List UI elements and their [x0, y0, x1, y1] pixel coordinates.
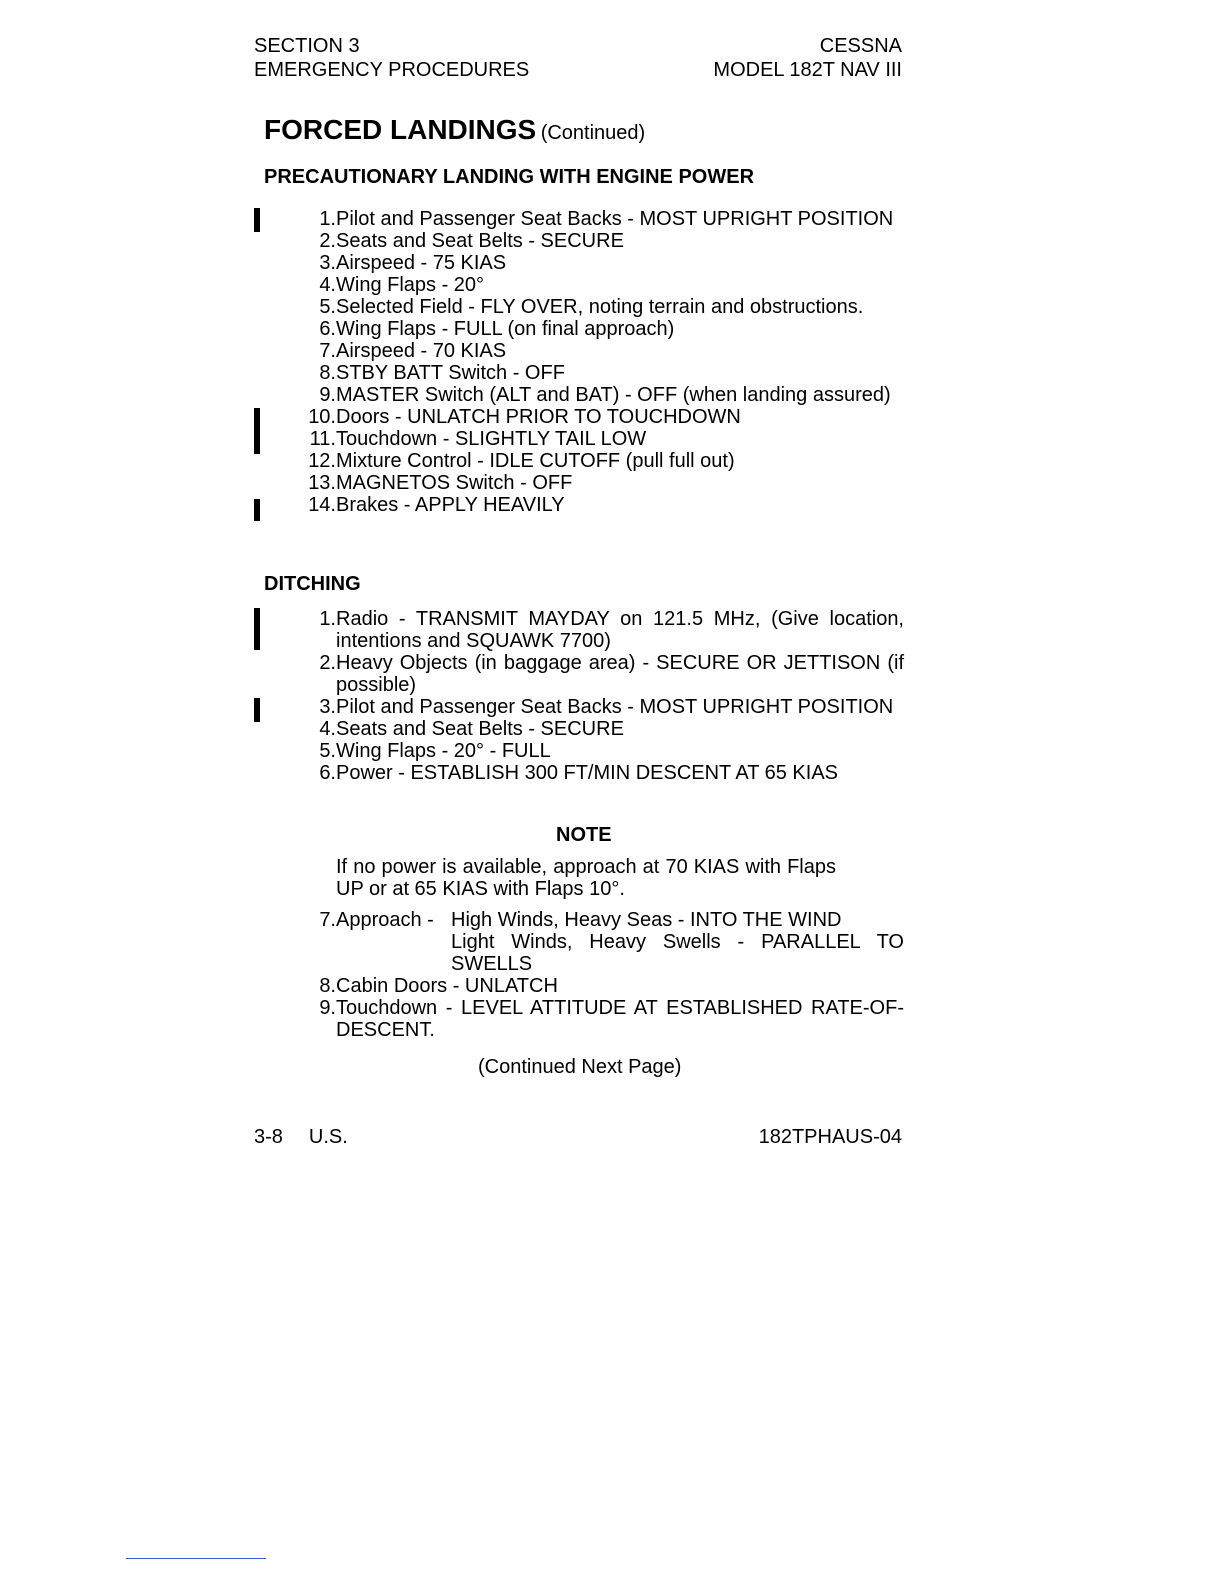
item-text: Touchdown - LEVEL ATTITUDE AT ESTABLISHED RATE-OF-DESCENT. [336, 997, 904, 1041]
section-number: SECTION 3 [254, 35, 360, 57]
list-item [280, 384, 904, 406]
item-number: 11. [309, 428, 336, 450]
item-text: Seats and Seat Belts - SECURE [336, 230, 624, 252]
list-item [280, 318, 904, 340]
list-item [280, 252, 904, 274]
list-item [280, 652, 904, 696]
list-item [280, 472, 904, 494]
list-item [280, 428, 904, 450]
continued-next-page: (Continued Next Page) [478, 1056, 682, 1078]
list-item [280, 696, 904, 718]
item-number: 2. [319, 230, 336, 252]
item-number: 4. [319, 718, 336, 740]
precautionary-list [280, 208, 904, 516]
item-text: STBY BATT Switch - OFF [336, 362, 565, 384]
item-number: 6. [319, 318, 336, 340]
list-item [280, 909, 904, 975]
change-bar [254, 608, 260, 650]
change-bar [254, 408, 260, 454]
document-id: 182TPHAUS-04 [758, 1126, 902, 1148]
approach-item [336, 909, 904, 975]
list-item [280, 718, 904, 740]
region-label: U.S. [308, 1126, 348, 1148]
item-text: Mixture Control - IDLE CUTOFF (pull full out) [336, 450, 735, 472]
list-item [280, 494, 904, 516]
item-number: 5. [319, 296, 336, 318]
item-number: 5. [319, 740, 336, 762]
list-item [280, 406, 904, 428]
item-text: Airspeed - 75 KIAS [336, 252, 507, 274]
note-text: If no power is available, approach at 70 KIAS with Flaps UP or at 65 KIAS with Flaps 10°. [336, 856, 836, 900]
item-number: 9. [319, 384, 336, 406]
item-number: 1. [319, 208, 336, 230]
ditching-heading: DITCHING [264, 573, 361, 595]
page-title [264, 114, 645, 146]
list-item [280, 450, 904, 472]
list-item [280, 230, 904, 252]
list-item [280, 362, 904, 384]
item-text: Wing Flaps - 20° - FULL [336, 740, 551, 762]
item-number: 1. [319, 608, 336, 630]
approach-light-winds: Light Winds, Heavy Swells - PARALLEL TO SWELLS [451, 931, 904, 975]
item-number: 13. [308, 472, 336, 494]
list-item [280, 740, 904, 762]
item-text: Brakes - APPLY HEAVILY [336, 494, 565, 516]
footer-left [254, 1126, 348, 1149]
item-text: Radio - TRANSMIT MAYDAY on 121.5 MHz, (Give location, intentions and SQUAWK 7700) [336, 608, 904, 652]
item-text: Selected Field - FLY OVER, noting terrain and obstructions. [336, 296, 864, 318]
list-item [280, 608, 904, 652]
item-text: Seats and Seat Belts - SECURE [336, 718, 624, 740]
item-number: 10. [308, 406, 336, 428]
item-number: 12. [308, 450, 336, 472]
list-item [280, 975, 904, 997]
item-text: MAGNETOS Switch - OFF [336, 472, 573, 494]
item-number: 2. [319, 652, 336, 674]
brand-name: CESSNA [819, 35, 902, 57]
list-item [280, 296, 904, 318]
item-number: 8. [319, 362, 336, 384]
ditching-list-continued [280, 909, 904, 1041]
item-number: 3. [319, 252, 336, 274]
precautionary-heading: PRECAUTIONARY LANDING WITH ENGINE POWER [264, 166, 755, 188]
change-bar [254, 499, 260, 521]
change-bar [254, 698, 260, 722]
item-number: 9. [319, 997, 336, 1019]
model-name: MODEL 182T NAV III [713, 59, 902, 81]
approach-label: Approach - [336, 909, 434, 931]
item-number: 4. [319, 274, 336, 296]
list-item [280, 340, 904, 362]
link-underline [126, 1558, 266, 1559]
ditching-list [280, 608, 904, 784]
list-item [280, 274, 904, 296]
header-left [254, 34, 529, 82]
list-item [280, 997, 904, 1041]
item-text: Wing Flaps - FULL (on final approach) [336, 318, 675, 340]
note-heading: NOTE [556, 824, 612, 846]
change-bar [254, 208, 260, 232]
item-number: 7. [319, 340, 336, 362]
section-title: EMERGENCY PROCEDURES [254, 59, 530, 81]
item-text: Pilot and Passenger Seat Backs - MOST UPRIGHT POSITION [336, 208, 894, 230]
item-number: 3. [319, 696, 336, 718]
header-right [713, 34, 902, 82]
item-text: Power - ESTABLISH 300 FT/MIN DESCENT AT 65 KIAS [336, 762, 839, 784]
item-number: 14. [308, 494, 336, 516]
approach-high-winds: High Winds, Heavy Seas - INTO THE WIND [451, 909, 842, 931]
list-item [280, 208, 904, 230]
item-text: Wing Flaps - 20° [336, 274, 485, 296]
item-text: Heavy Objects (in baggage area) - SECURE OR JETTISON (if possible) [336, 652, 904, 696]
item-number: 8. [319, 975, 336, 997]
title-main: FORCED LANDINGS [264, 114, 537, 145]
item-text: Cabin Doors - UNLATCH [336, 975, 558, 997]
list-item [280, 762, 904, 784]
title-suffix: (Continued) [540, 122, 646, 144]
item-number: 6. [319, 762, 336, 784]
item-text: MASTER Switch (ALT and BAT) - OFF (when landing assured) [336, 384, 891, 406]
page-number: 3-8 [254, 1126, 283, 1148]
item-text: Touchdown - SLIGHTLY TAIL LOW [336, 428, 647, 450]
item-text: Doors - UNLATCH PRIOR TO TOUCHDOWN [336, 406, 741, 428]
item-number: 7. [319, 909, 336, 931]
item-text: Pilot and Passenger Seat Backs - MOST UPRIGHT POSITION [336, 696, 894, 718]
item-text: Airspeed - 70 KIAS [336, 340, 507, 362]
